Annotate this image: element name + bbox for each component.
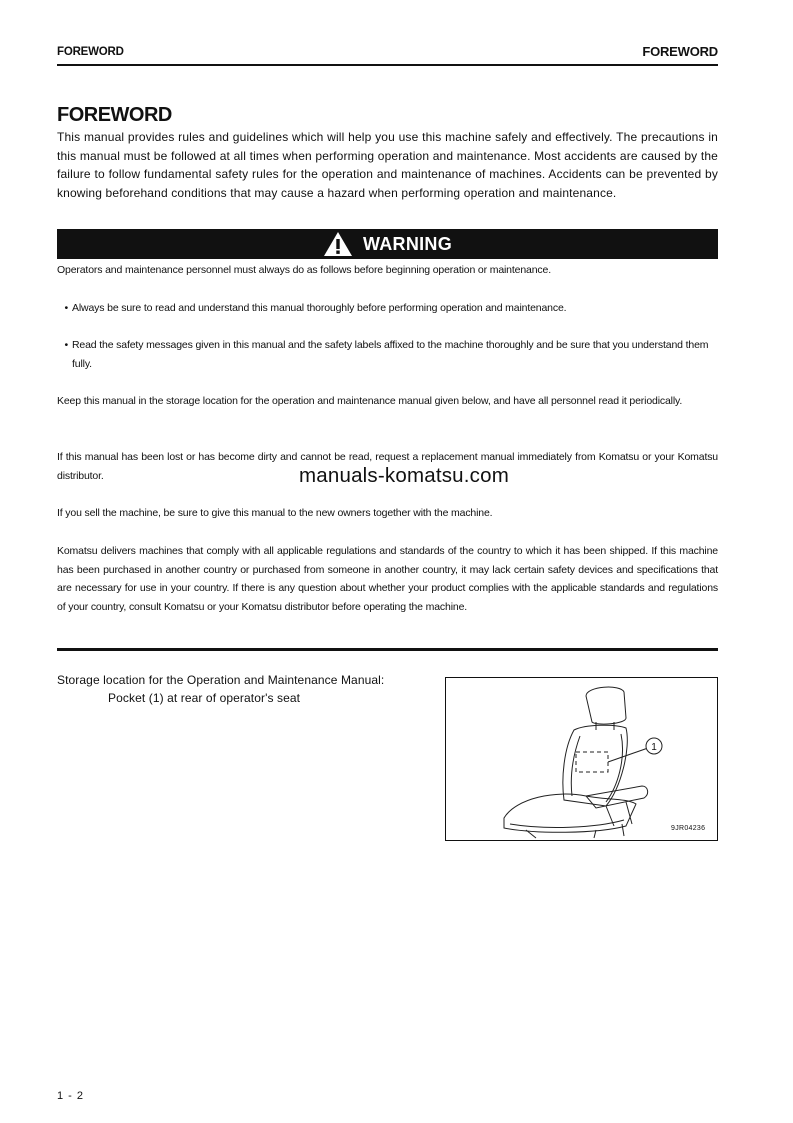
warning-bullet [57,336,718,373]
warning-paragraph: If you sell the machine, be sure to give this manual to the new owners together with the machine. [57,507,493,519]
section-rule [57,648,718,651]
bullet-dot: • [64,339,68,351]
warning-lead: Operators and maintenance personnel must always do as follows before beginning operation or maintenance. [57,264,551,276]
watermark-text: manuals-komatsu.com [299,464,510,487]
page-title: FOREWORD [57,104,172,126]
warning-bullet-text: Always be sure to read and understand this manual thoroughly before performing operation and maintenance. [72,302,567,314]
running-header-left: FOREWORD [57,46,124,58]
warning-paragraph: Keep this manual in the storage location for the operation and maintenance manual given below, and have all personnel read it periodically. [57,395,683,407]
warning-triangle-icon [323,231,353,257]
intro-paragraph: This manual provides rules and guidelines which will help you use this machine safely and effectively. The precautions in this manual must be followed at all times when performing operation and maintenance. Most accidents are caused by the failure to follow fundamental safety rules for the operation and maintenance of machines. Accidents can be prevented by knowing beforehand conditions that may cause a hazard when performing operation and maintenance. [57,130,718,200]
seat-figure [445,677,718,841]
warning-banner [57,229,718,259]
bullet-dot: • [64,302,68,314]
operator-seat-illustration [446,678,717,840]
warning-bullet [57,299,718,318]
storage-heading: Storage location for the Operation and Maintenance Manual: [57,673,385,687]
callout-number: 1 [651,742,657,753]
warning-paragraph: If this manual has been lost or has become dirty and cannot be read, request a replacement manual immediately from Komatsu or your Komatsu distributor. [57,451,718,482]
warning-bullet-text: Read the safety messages given in this manual and the safety labels affixed to the machine thoroughly and be sure that you understand them fully. [72,339,709,370]
header-rule [57,64,718,66]
storage-detail: Pocket (1) at rear of operator's seat [108,691,301,705]
running-header-right: FOREWORD [642,44,718,59]
warning-label: WARNING [362,233,453,254]
figure-code: 9JR04236 [671,825,706,832]
warning-paragraph: Komatsu delivers machines that comply with all applicable regulations and standards of the country to which it has been shipped. If this machine has been purchased in another country or purchased from someone in another country, it may lack certain safety devices and specifications that are necessary for use in your country. If there is any question about whether your product complies with the applicable standards and regulations of your country, consult Komatsu or your Komatsu distributor before operating the machine. [57,545,718,613]
page-number: 1 - 2 [57,1090,85,1102]
